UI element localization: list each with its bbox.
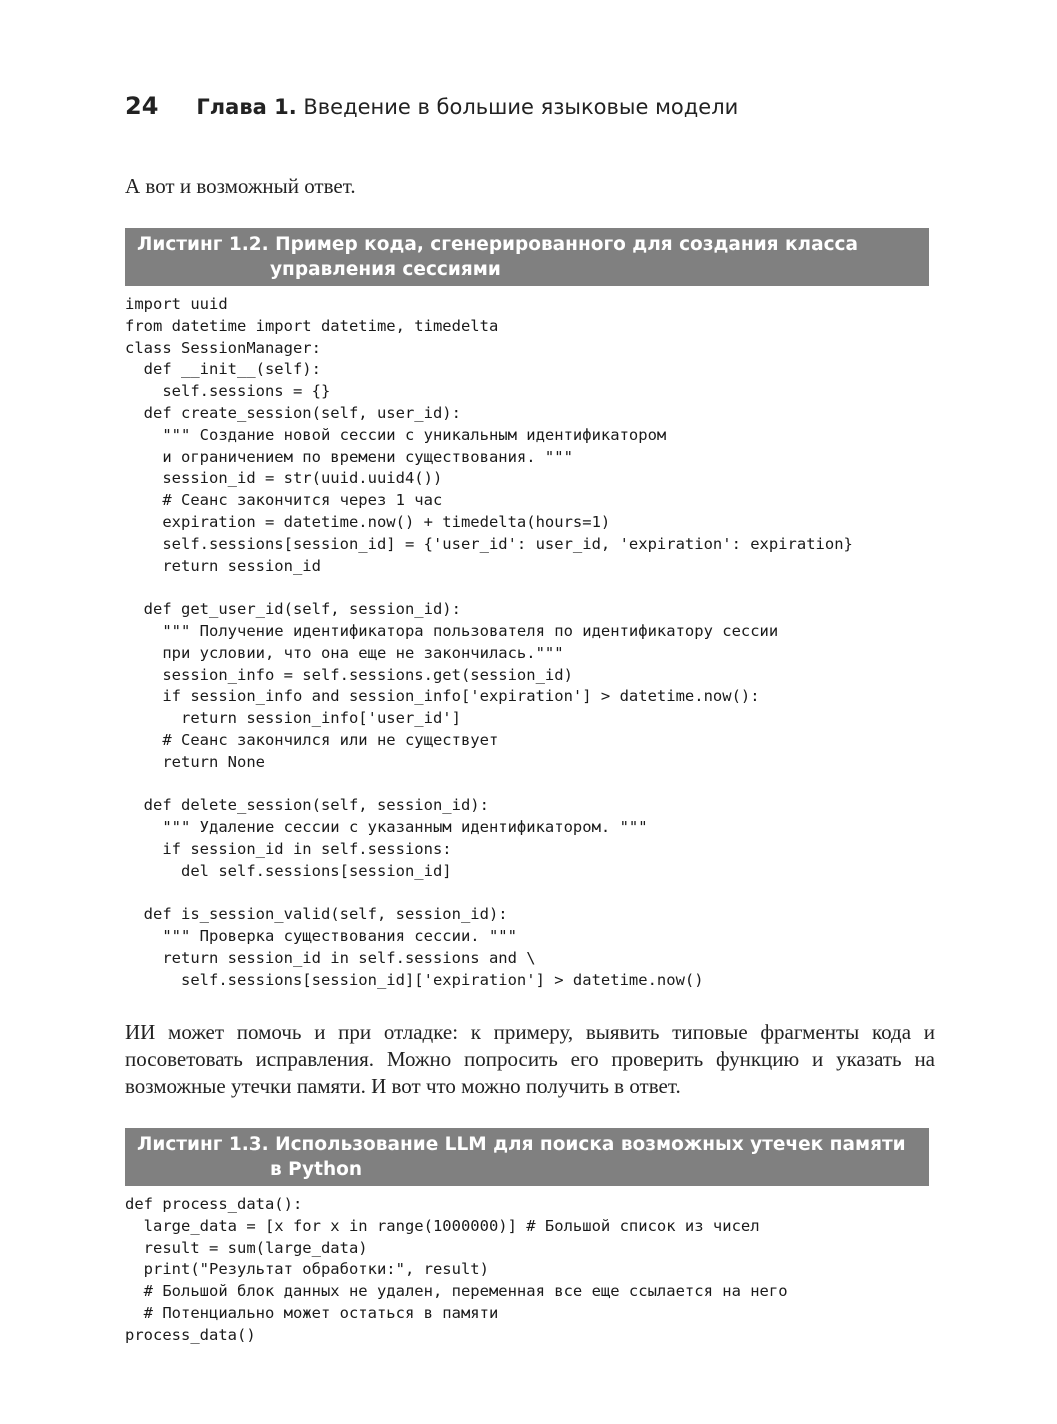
listing-1-3-title-line2: в Python [270,1159,363,1180]
middle-paragraph: ИИ может помочь и при отладке: к примеру, выявить типовые фрагменты кода и посоветовать исправления. Можно попросить его проверить функцию и указать на возможные утечки памяти. И вот что можно получить в ответ. [125,1020,935,1098]
listing-1-2-title-line2: управления сессиями [270,259,501,280]
listing-1-3-title-line1: Листинг 1.3. Использование LLM для поиска возможных утечек памяти [137,1134,906,1155]
running-header [125,92,738,120]
listing-1-3-title [125,1128,929,1186]
listing-1-2-title [125,228,929,286]
page-number: 24 [125,92,159,120]
listing-1-3-code: def process_data(): large_data = [x for x in range(1000000)] # Большой список из чисел result = sum(large_data) print("Результат обработки:", result) # Большой блок данных не удален, переменная все еще ссылается на него # Потенциально может остаться в памяти process_data() [125,1195,788,1344]
listing-1-2-title-line1: Листинг 1.2. Пример кода, сгенерированного для создания класса [137,234,858,255]
chapter-title: Введение в большие языковые модели [303,95,739,119]
intro-paragraph: А вот и возможный ответ. [125,174,356,198]
listing-1-2-code: import uuid from datetime import datetime, timedelta class SessionManager: def __init__(self): self.sessions = {} def create_session(self, user_id): """ Создание новой сессии с уникальным идентификатором и ограничением по времени существования. """ session_id = str(uuid.uuid4()) # Сеанс закончится через 1 час expiration = datetime.now() + timedelta(hours=1) self.sessions[session_id] = {'user_id': user_id, 'expiration': expiration} return session_id def get_user_id(self, session_id): """ Получение идентификатора пользователя по идентификатору сессии при условии, что она еще не закончилась.""" session_info = self.sessions.get(session_id) if session_info and session_info['expiration'] > datetime.now(): return session_info['user_id'] # Сеанс закончился или не существует return None def delete_session(self, session_id): """ Удаление сессии с указанным идентификатором. """ if session_id in self.sessions: del self.sessions[session_id] def is_session_valid(self, session_id): """ Проверка существования сессии. """ return session_id in self.sessions and \ self.sessions[session_id]['expiration'] > datetime.now() [125,295,853,989]
chapter-label: Глава 1. [196,95,297,119]
